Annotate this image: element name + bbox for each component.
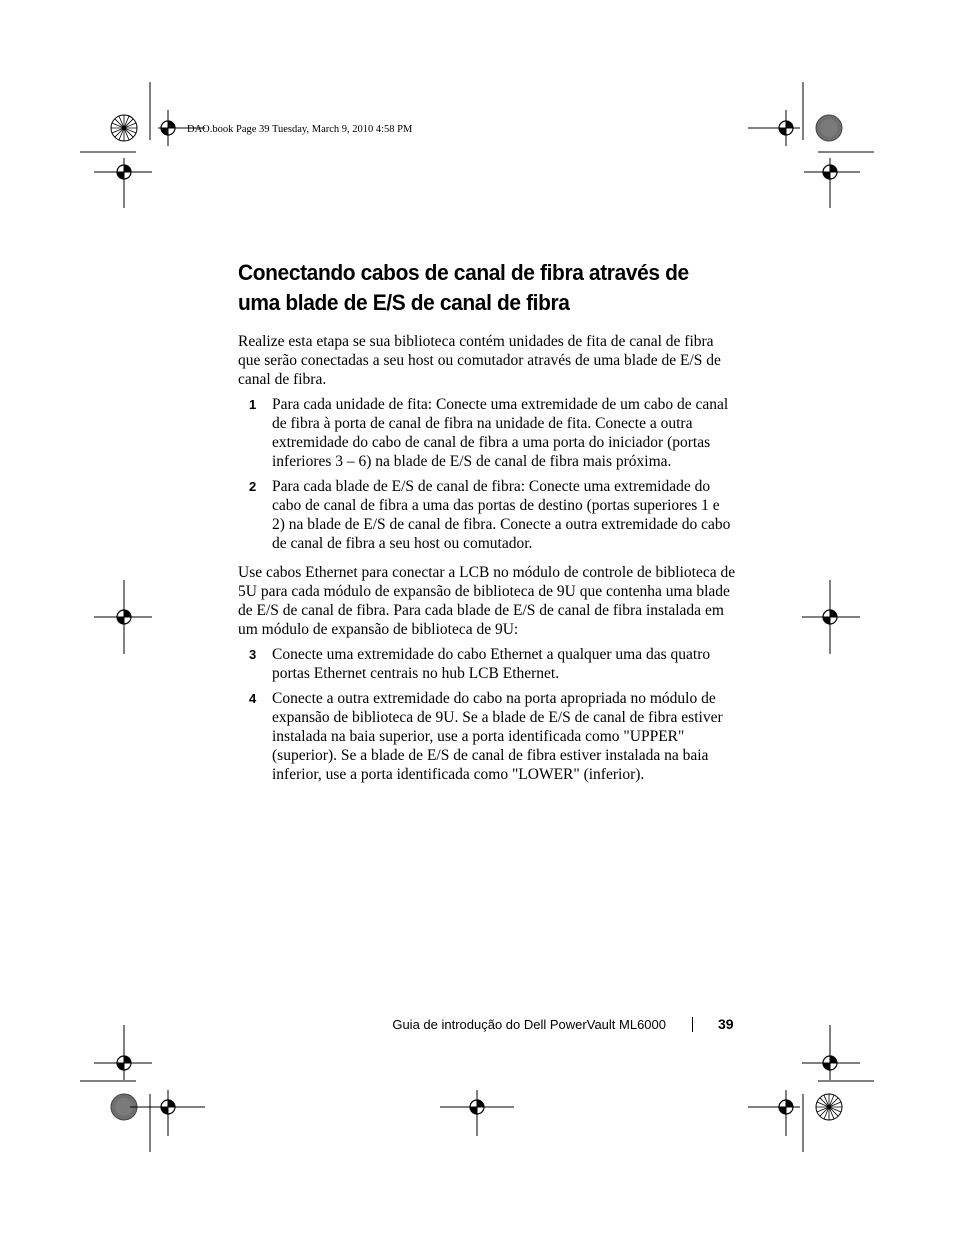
step-text: Conecte a outra extremidade do cabo na porta apropriada no módulo de expansão de biblioteca de 9U. Se a blade de E/S de canal de fibra estiver instalada na baia superior, use a porta identificada como "UPPER" (superior). Se a blade de E/S de canal de fibra estiver instalada na baia inferior, use a porta identificada como "LOWER" (inferior).	[272, 690, 723, 783]
section-title-line-1: Conectando cabos de canal de fibra através de	[238, 260, 689, 285]
page-number: 39	[718, 1016, 734, 1032]
crop-mark-top-right	[748, 82, 874, 208]
step-number: 2	[249, 479, 257, 494]
step-number: 3	[249, 647, 257, 662]
step-item	[238, 395, 736, 471]
steps-list-first	[238, 395, 736, 553]
page-footer	[0, 1015, 954, 1037]
section-title	[238, 258, 740, 318]
steps-list-second	[238, 645, 736, 784]
crop-mark-middle-right	[802, 580, 860, 654]
crop-mark-bottom-left	[80, 1025, 205, 1152]
crop-mark-bottom-center	[440, 1090, 514, 1136]
step-item	[238, 689, 736, 784]
print-slug: DAO.book Page 39 Tuesday, March 9, 2010 4:58 PM	[187, 124, 413, 135]
step-item	[238, 477, 736, 553]
section-title-line-2: uma blade de E/S de canal de fibra	[238, 290, 570, 315]
crop-mark-middle-left	[94, 580, 152, 654]
intro-paragraph: Realize esta etapa se sua biblioteca contém unidades de fita de canal de fibra que serão conectadas a seu host ou comutador através de uma blade de E/S de canal de fibra.	[238, 333, 721, 388]
crop-mark-top-left	[80, 82, 205, 208]
step-number: 4	[249, 691, 257, 706]
step-number: 1	[249, 397, 257, 412]
step-text: Para cada unidade de fita: Conecte uma extremidade de um cabo de canal de fibra à porta de canal de fibra na unidade de fita. Conecte a outra extremidade do cabo de canal de fibra a uma porta do iniciador (portas inferiores 3 – 6) na blade de E/S de canal de fibra mais próxima.	[272, 396, 729, 470]
crop-mark-bottom-right	[748, 1025, 874, 1152]
middle-paragraph: Use cabos Ethernet para conectar a LCB no módulo de controle de biblioteca de 5U para cada módulo de expansão de biblioteca de 9U que contenha uma blade de E/S de canal de fibra. Para cada blade de E/S de canal de fibra instalada em um módulo de expansão de biblioteca de 9U:	[238, 564, 736, 638]
step-item	[238, 645, 736, 683]
step-text: Para cada blade de E/S de canal de fibra: Conecte uma extremidade do cabo de canal de fibra a uma das portas de destino (portas superiores 1 e 2) na blade de E/S de canal de fibra. Conecte a outra extremidade do cabo de canal de fibra a seu host ou comutador.	[272, 478, 731, 552]
main-content	[238, 258, 736, 794]
footer-separator	[692, 1017, 693, 1032]
footer-guide-title: Guia de introdução do Dell PowerVault ML6000	[392, 1017, 666, 1032]
step-text: Conecte uma extremidade do cabo Ethernet a qualquer uma das quatro portas Ethernet centrais no hub LCB Ethernet.	[272, 646, 711, 682]
